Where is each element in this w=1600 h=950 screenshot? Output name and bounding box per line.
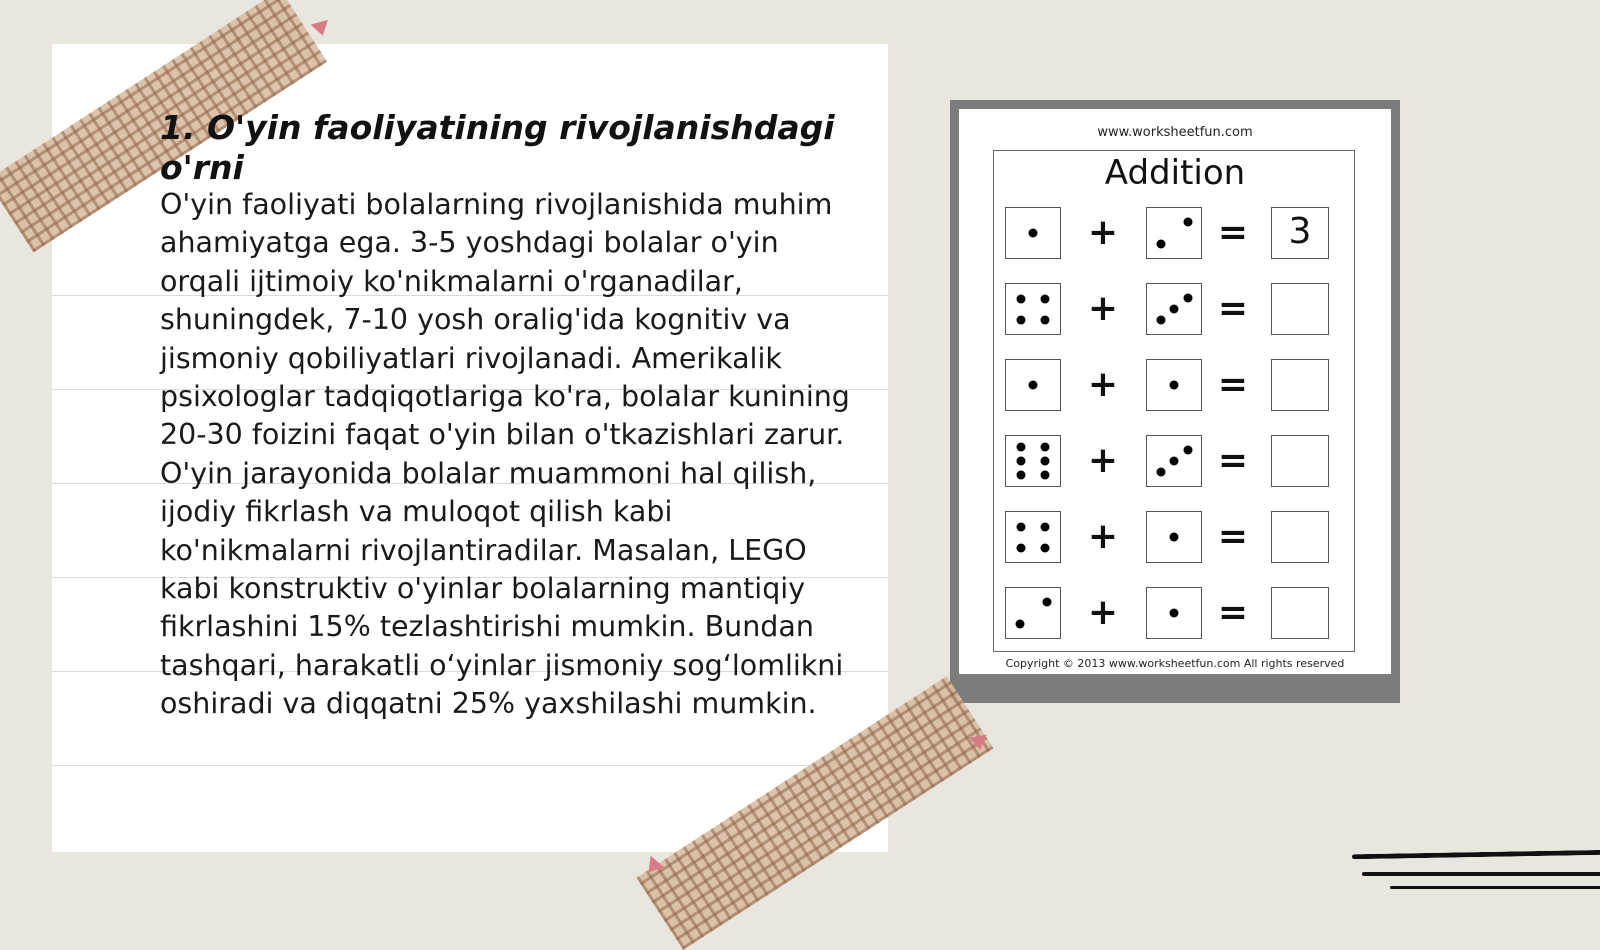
- dice-pip: [1170, 609, 1179, 618]
- dice-face-icon: [1005, 587, 1061, 639]
- dice-face-icon: [1005, 283, 1061, 335]
- dice-pip: [1041, 295, 1050, 304]
- addition-row: [1005, 283, 1331, 339]
- equals-sign: =: [1217, 364, 1249, 405]
- dice-pip: [1042, 598, 1051, 607]
- slide-title: 1. O'yin faoliyatining rivojlanishdagi o'rni: [160, 108, 835, 187]
- worksheet-copyright: Copyright © 2013 www.worksheetfun.com All rights reserved: [1005, 657, 1345, 670]
- dice-pip: [1016, 457, 1025, 466]
- slide-body-text: O'yin faoliyati bolalarning rivojlanishida muhim ahamiyatga ega. 3-5 yoshdagi bolalar o'yin orqali ijtimoiy ko'nikmalarni o'rganadilar, shuningdek, 7-10 yosh oralig'ida kognitiv va jismoniy qobiliyatlari rivojlanadi. Amerikalik psixologlar tadqiqotlariga ko'ra, bolalar kunining 20-30 foizini faqat o'yin bilan o'tkazishlari zarur. O'yin jarayonida bolalar muammoni hal qilish, ijodiy fikrlash va muloqot qilish kabi ko'nikmalarni rivojlantiradilar. Masalan, LEGO kabi konstruktiv o'yinlar bolalarning mantiqiy fikrlashini 15% tezlashtirishi mumkin. Bundan tashqari, harakatli o‘yinlar jismoniy sog‘lomlikni oshiradi va diqqatni 25% yaxshilashi mumkin.: [160, 188, 850, 721]
- addition-row: [1005, 511, 1331, 567]
- dice-pip: [1016, 471, 1025, 480]
- dice-pip: [1170, 305, 1179, 314]
- answer-box: [1271, 511, 1329, 563]
- dice-face-icon: [1146, 587, 1202, 639]
- plus-sign: +: [1087, 364, 1119, 405]
- dice-face-icon: [1005, 359, 1061, 411]
- addition-row: [1005, 587, 1331, 643]
- dice-face-icon: [1005, 511, 1061, 563]
- dice-pip: [1041, 443, 1050, 452]
- plus-sign: +: [1087, 288, 1119, 329]
- dice-face-icon: [1005, 435, 1061, 487]
- plus-sign: +: [1087, 212, 1119, 253]
- worksheet-image: [950, 100, 1400, 703]
- dice-pip: [1029, 229, 1038, 238]
- addition-row: [1005, 207, 1331, 263]
- dice-face-icon: [1146, 511, 1202, 563]
- dice-pip: [1016, 295, 1025, 304]
- dice-pip: [1183, 218, 1192, 227]
- dice-pip: [1041, 523, 1050, 532]
- answer-box: [1271, 359, 1329, 411]
- equals-sign: =: [1217, 440, 1249, 481]
- addition-row: [1005, 435, 1331, 491]
- answer-box: [1271, 283, 1329, 335]
- dice-face-icon: [1146, 207, 1202, 259]
- dice-pip: [1170, 533, 1179, 542]
- dice-pip: [1041, 457, 1050, 466]
- dice-pip: [1156, 468, 1165, 477]
- dice-pip: [1170, 457, 1179, 466]
- dice-face-icon: [1146, 435, 1202, 487]
- dice-pip: [1029, 381, 1038, 390]
- dice-face-icon: [1146, 283, 1202, 335]
- dice-pip: [1170, 381, 1179, 390]
- dice-face-icon: [1005, 207, 1061, 259]
- addition-row: [1005, 359, 1331, 415]
- plus-sign: +: [1087, 516, 1119, 557]
- dice-pip: [1183, 446, 1192, 455]
- equals-sign: =: [1217, 516, 1249, 557]
- dice-pip: [1016, 443, 1025, 452]
- dice-pip: [1041, 544, 1050, 553]
- equals-sign: =: [1217, 592, 1249, 633]
- answer-box: 3: [1271, 207, 1329, 259]
- dice-pip: [1016, 316, 1025, 325]
- dice-pip: [1156, 316, 1165, 325]
- brush-stroke-icon: [1352, 850, 1600, 860]
- worksheet-sheet: [959, 109, 1391, 674]
- dice-pip: [1041, 316, 1050, 325]
- answer-box: [1271, 435, 1329, 487]
- dice-pip: [1183, 294, 1192, 303]
- dice-pip: [1016, 544, 1025, 553]
- brush-stroke-icon: [1362, 872, 1600, 876]
- answer-box: [1271, 587, 1329, 639]
- worksheet-title: Addition: [1104, 153, 1246, 193]
- worksheet-url: www.worksheetfun.com: [1097, 125, 1253, 140]
- dice-pip: [1015, 620, 1024, 629]
- equals-sign: =: [1217, 288, 1249, 329]
- dice-pip: [1041, 471, 1050, 480]
- dice-pip: [1156, 240, 1165, 249]
- dice-pip: [1016, 523, 1025, 532]
- dice-face-icon: [1146, 359, 1202, 411]
- plus-sign: +: [1087, 592, 1119, 633]
- brush-stroke-icon: [1390, 886, 1600, 889]
- equals-sign: =: [1217, 212, 1249, 253]
- plus-sign: +: [1087, 440, 1119, 481]
- push-pin-icon: [310, 20, 331, 38]
- paper-rule-line: [52, 765, 888, 766]
